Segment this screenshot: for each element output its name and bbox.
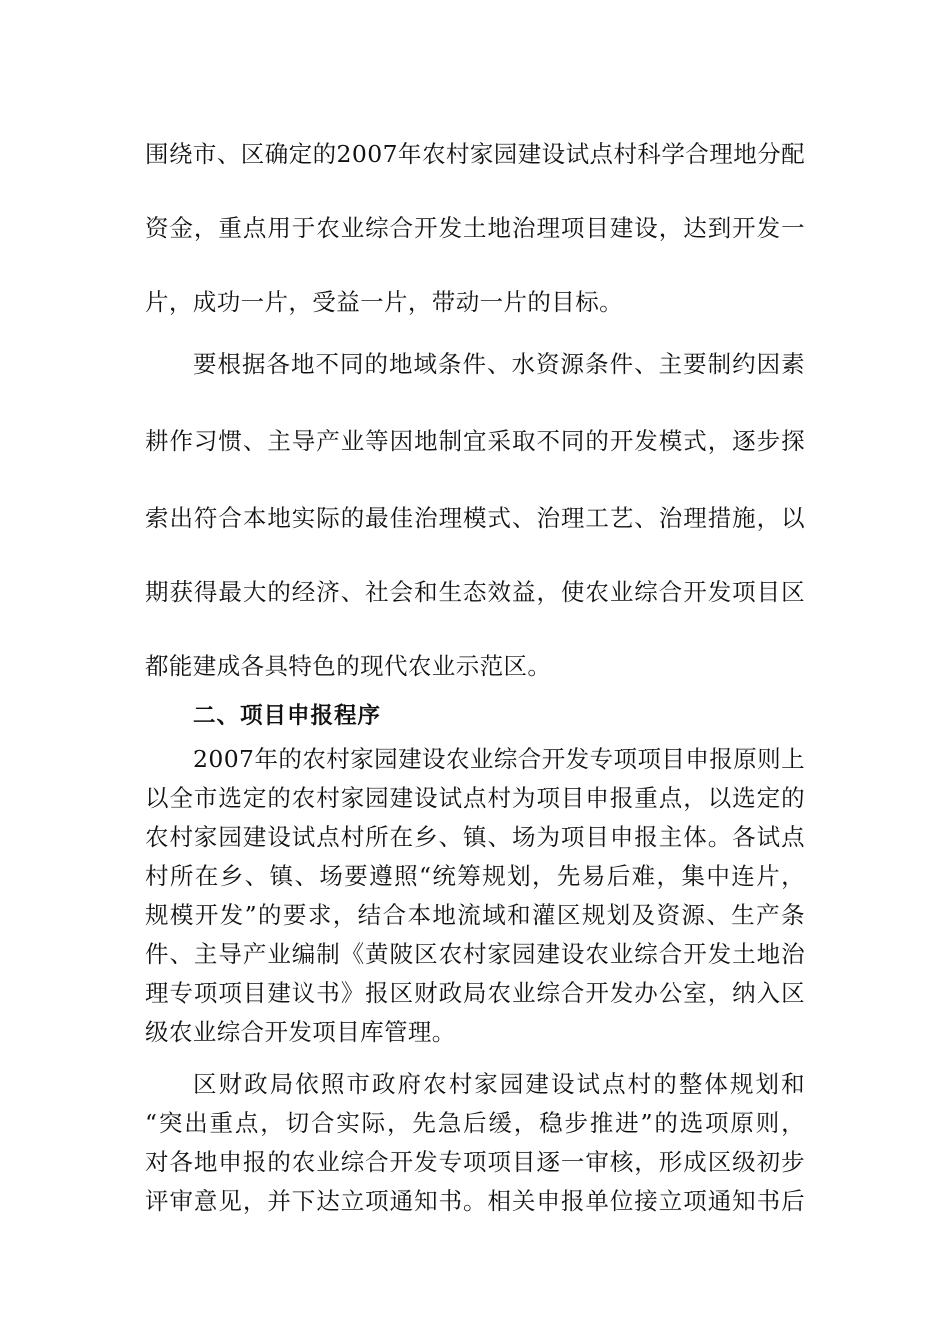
paragraph-line: 级农业综合开发项目库管理。 xyxy=(145,1018,456,1046)
paragraph-line: 都能建成各具特色的现代农业示范区。 xyxy=(145,652,552,680)
paragraph-line: 理专项项目建议书》报区财政局农业综合开发办公室，纳入区 xyxy=(145,979,805,1007)
section-heading: 二、项目申报程序 xyxy=(193,703,382,729)
paragraph-line: 以全市选定的农村家园建设试点村为项目申报重点，以选定的 xyxy=(145,784,805,812)
paragraph-line: 围绕市、区确定的2007年农村家园建设试点村科学合理地分配 xyxy=(145,140,805,168)
paragraph-line: 耕作习惯、主导产业等因地制宜采取不同的开发模式，逐步探 xyxy=(145,427,805,455)
paragraph-line: 资金，重点用于农业综合开发土地治理项目建设，达到开发一 xyxy=(145,214,805,242)
paragraph-line: 索出符合本地实际的最佳治理模式、治理工艺、治理措施，以 xyxy=(145,504,805,532)
paragraph-line: 期获得最大的经济、社会和生态效益，使农业综合开发项目区 xyxy=(145,578,805,606)
paragraph-line: 要根据各地不同的地域条件、水资源条件、主要制约因素 xyxy=(193,350,805,378)
paragraph-line: 规模开发”的要求，结合本地流域和灌区规划及资源、生产条 xyxy=(145,901,805,929)
paragraph-line: 农村家园建设试点村所在乡、镇、场为项目申报主体。各试点 xyxy=(145,823,805,851)
paragraph-line: 片，成功一片，受益一片，带动一片的目标。 xyxy=(145,288,623,316)
paragraph-line: 区财政局依照市政府农村家园建设试点村的整体规划和 xyxy=(193,1070,805,1098)
paragraph-line: 村所在乡、镇、场要遵照“统筹规划，先易后难，集中连片， xyxy=(145,862,805,890)
paragraph-line: “突出重点，切合实际，先急后缓，稳步推进”的选项原则， xyxy=(145,1109,805,1137)
paragraph-line: 2007年的农村家园建设农业综合开发专项项目申报原则上 xyxy=(193,745,805,773)
paragraph-line: 件、主导产业编制《黄陂区农村家园建设农业综合开发土地治 xyxy=(145,940,805,968)
paragraph-line: 对各地申报的农业综合开发专项项目逐一审核，形成区级初步 xyxy=(145,1148,805,1176)
paragraph-line: 评审意见，并下达立项通知书。相关申报单位接立项通知书后 xyxy=(145,1187,805,1215)
